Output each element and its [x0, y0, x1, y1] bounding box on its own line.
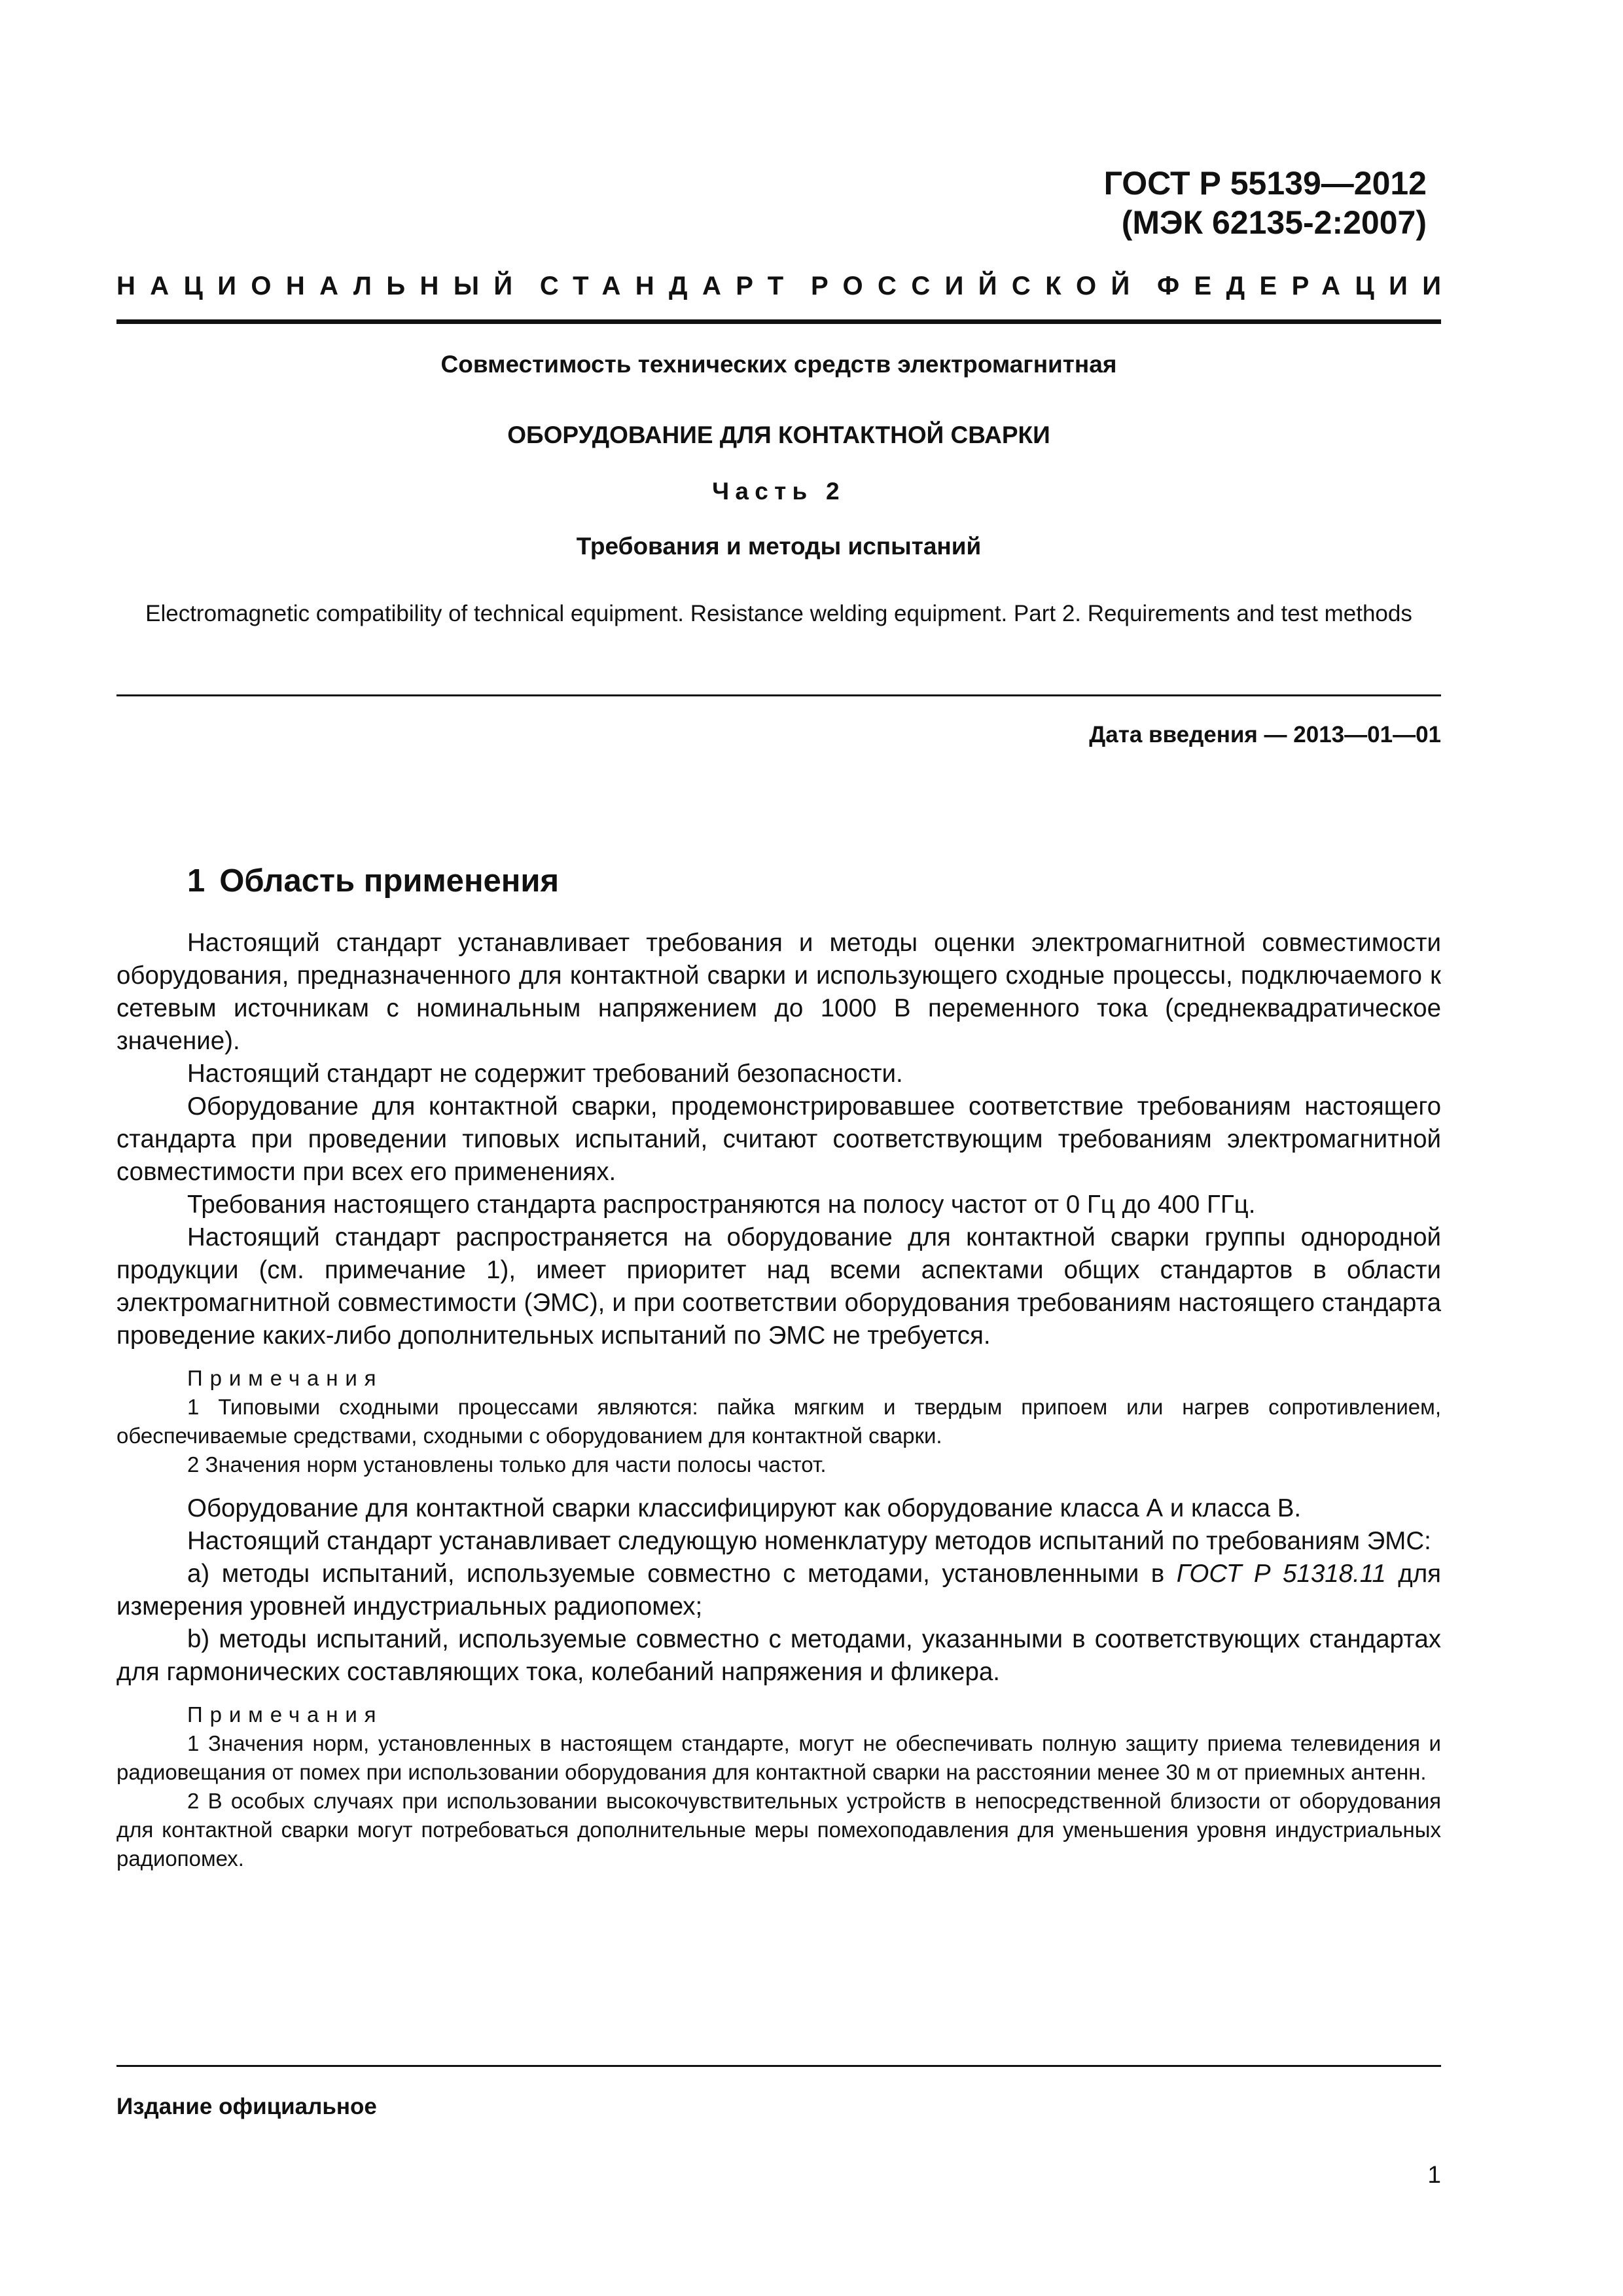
standard-code: ГОСТ Р 55139—2012: [1103, 165, 1427, 202]
body-paragraph: Настоящий стандарт устанавливает следующую номенклатуру методов испытаний по требованиям ЭМС:: [187, 1527, 1431, 1555]
section-title: Область применения: [219, 863, 560, 899]
standard-reference: ГОСТ Р 51318.11: [1176, 1560, 1386, 1588]
page-number: 1: [1427, 2161, 1441, 2188]
banner-word: ФЕДЕРАЦИИ: [1157, 272, 1456, 300]
list-item-a-text-end: для измерения уровней индустриальных радиопомех;: [116, 1560, 1442, 1621]
note-item: 1 Типовыми сходными процессами являются: пайка мягким и твердым припоем или нагрев сопротивлением, обеспечиваемые средствами, сходными с оборудованием для контактной сварки.: [116, 1395, 1441, 1448]
national-standard-banner: [116, 270, 1456, 302]
note-item: 2 В особых случаях при использовании высокочувствительных устройств в непосредственной близости от оборудования для контактной сварки могут потребоваться дополнительные меры помехоподавления для уменьшения уровня индустриальных радиопомех.: [116, 1789, 1441, 1871]
body-paragraph: Требования настоящего стандарта распространяются на полосу частот от 0 Гц до 400 ГГц.: [187, 1191, 1256, 1219]
notes-heading: Примечания: [187, 1702, 383, 1727]
title-english: Electromagnetic compatibility of technical equipment. Resistance welding equipment. Part 2. Requirements and test methods: [145, 601, 1412, 626]
note-item: 2 Значения норм установлены только для части полосы частот.: [187, 1452, 827, 1477]
banner-word: РОССИЙСКОЙ: [810, 272, 1145, 300]
list-item-a: [116, 1558, 1441, 1623]
introduction-date: Дата введения — 2013—01—01: [1089, 722, 1441, 747]
body-paragraph: Оборудование для контактной сварки, продемонстрировавшее соответствие требованиям настоящего стандарта при проведении типовых испытаний, считают соответствующим требованиям электромагнитной совместимости при всех его применениях.: [116, 1092, 1441, 1186]
list-item-b: b) методы испытаний, используемые совместно с методами, указанными в соответствующих стандартах для гармонических составляющих тока, колебаний напряжения и фликера.: [116, 1625, 1441, 1686]
header-rule: [116, 319, 1441, 324]
banner-word: НАЦИОНАЛЬНЫЙ: [116, 272, 527, 300]
title-line-2: ОБОРУДОВАНИЕ ДЛЯ КОНТАКТНОЙ СВАРКИ: [507, 422, 1050, 448]
iec-code: (МЭК 62135-2:2007): [1121, 204, 1427, 241]
standard-designation: [1104, 164, 1427, 242]
section-heading: [187, 861, 559, 901]
note-item: 1 Значения норм, установленных в настоящем стандарте, могут не обеспечивать полную защиту приема телевидения и радиовещания от помех при использовании оборудования для контактной сварки на расстоянии менее 30 м от приемных антенн.: [116, 1731, 1441, 1784]
title-line-4: Требования и методы испытаний: [576, 533, 982, 560]
body-paragraph: Настоящий стандарт не содержит требований безопасности.: [187, 1060, 903, 1088]
list-item-a-text: a) методы испытаний, используемые совместно с методами, установленными в: [187, 1560, 1177, 1588]
notes-heading: Примечания: [187, 1366, 383, 1390]
title-part: Часть 2: [712, 478, 846, 505]
document-body: [116, 927, 1441, 1873]
section-number: 1: [187, 863, 205, 899]
banner-word: СТАНДАРТ: [539, 272, 798, 300]
official-edition-label: Издание официальное: [116, 2094, 377, 2119]
body-paragraph: Оборудование для контактной сварки классифицируют как оборудование класса А и класса В.: [187, 1494, 1302, 1522]
footer-rule: [116, 2065, 1441, 2067]
title-rule: [116, 694, 1441, 696]
body-paragraph: Настоящий стандарт распространяется на оборудование для контактной сварки группы однородной продукции (см. примечание 1), имеет приоритет над всеми аспектами общих стандартов в области электромагнитной совместимости (ЭМС), и при соответствии оборудования требованиям настоящего стандарта проведение каких-либо дополнительных испытаний по ЭМС не требуется.: [116, 1223, 1441, 1350]
body-paragraph: Настоящий стандарт устанавливает требования и методы оценки электромагнитной совместимости оборудования, предназначенного для контактной сварки и использующего сходные процессы, подключаемого к сетевым источникам с номинальным напряжением до 1000 В переменного тока (среднеквадратическое значение).: [116, 929, 1441, 1055]
title-line-1: Совместимость технических средств электромагнитная: [440, 351, 1117, 378]
